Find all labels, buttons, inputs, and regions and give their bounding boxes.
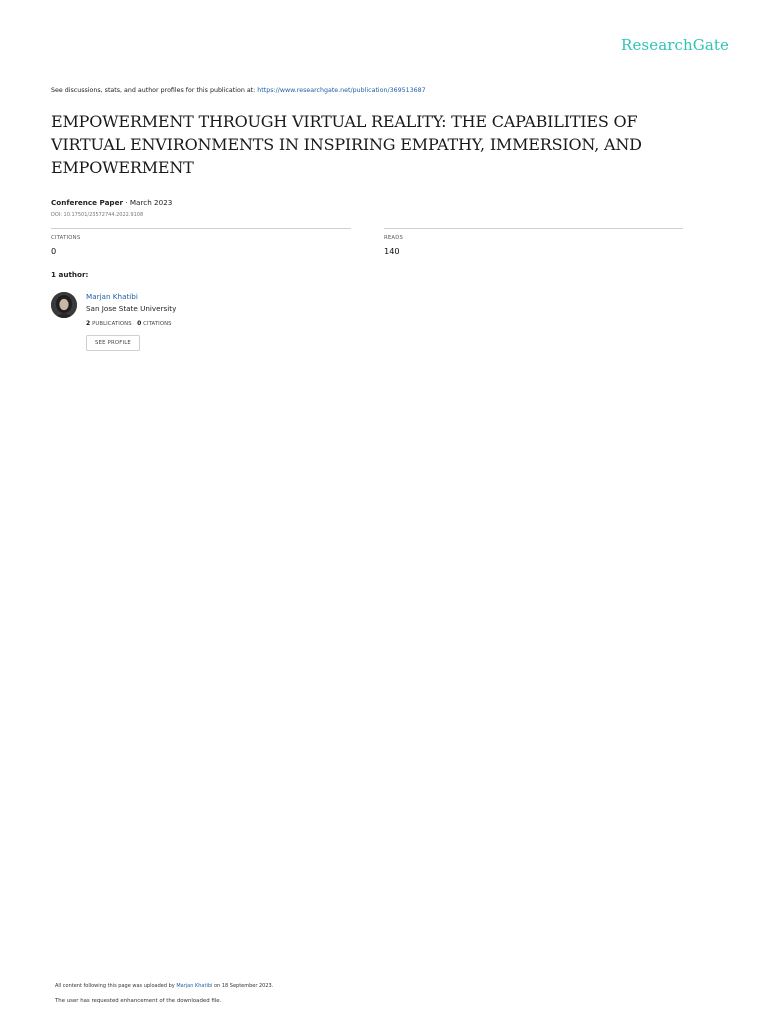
- upload-suffix: on 18 September 2023.: [214, 983, 274, 989]
- publication-meta: [51, 198, 172, 207]
- meta-separator: ·: [123, 198, 130, 207]
- publication-doi[interactable]: DOI: 10.17501/23572744.2022.9108: [51, 212, 144, 218]
- publication-link[interactable]: https://www.researchgate.net/publication/369513687: [257, 87, 426, 94]
- researchgate-logo[interactable]: ResearchGate: [621, 36, 729, 54]
- publication-title: EMPOWERMENT THROUGH VIRTUAL REALITY: THE CAPABILITIES OF VIRTUAL ENVIRONMENTS IN INSPIRING EMPATHY, IMMERSION, AND EMPOWERMENT: [51, 112, 642, 177]
- author-institution: San Jose State University: [86, 304, 177, 313]
- citations-value: 0: [51, 246, 57, 256]
- publication-type: Conference Paper: [51, 198, 123, 207]
- author-counts: [86, 320, 172, 327]
- citations-divider: [51, 228, 351, 229]
- citations-label: CITATIONS: [51, 235, 81, 241]
- authors-heading: 1 author:: [51, 270, 89, 279]
- reads-label: READS: [384, 235, 404, 241]
- publication-date: March 2023: [129, 198, 173, 207]
- discussion-line: [51, 87, 426, 94]
- upload-prefix: All content following this page was uploaded by: [55, 983, 175, 989]
- enhancement-note: The user has requested enhancement of the downloaded file.: [55, 998, 222, 1004]
- reads-divider: [384, 228, 683, 229]
- author-publications-count: 2: [86, 320, 91, 327]
- author-name-link[interactable]: Marjan Khatibi: [86, 292, 138, 301]
- upload-note: [55, 983, 273, 989]
- author-photo-icon: [51, 292, 77, 318]
- see-profile-button[interactable]: SEE PROFILE: [86, 335, 140, 351]
- discussion-prefix: See discussions, stats, and author profiles for this publication at:: [51, 87, 256, 94]
- uploader-link[interactable]: Marjan Khatibi: [176, 983, 213, 989]
- author-citations-label: CITATIONS: [143, 321, 172, 327]
- author-avatar[interactable]: [51, 292, 77, 318]
- author-citations-count: 0: [137, 320, 142, 327]
- reads-value: 140: [384, 246, 400, 256]
- author-publications-label: PUBLICATIONS: [92, 321, 132, 327]
